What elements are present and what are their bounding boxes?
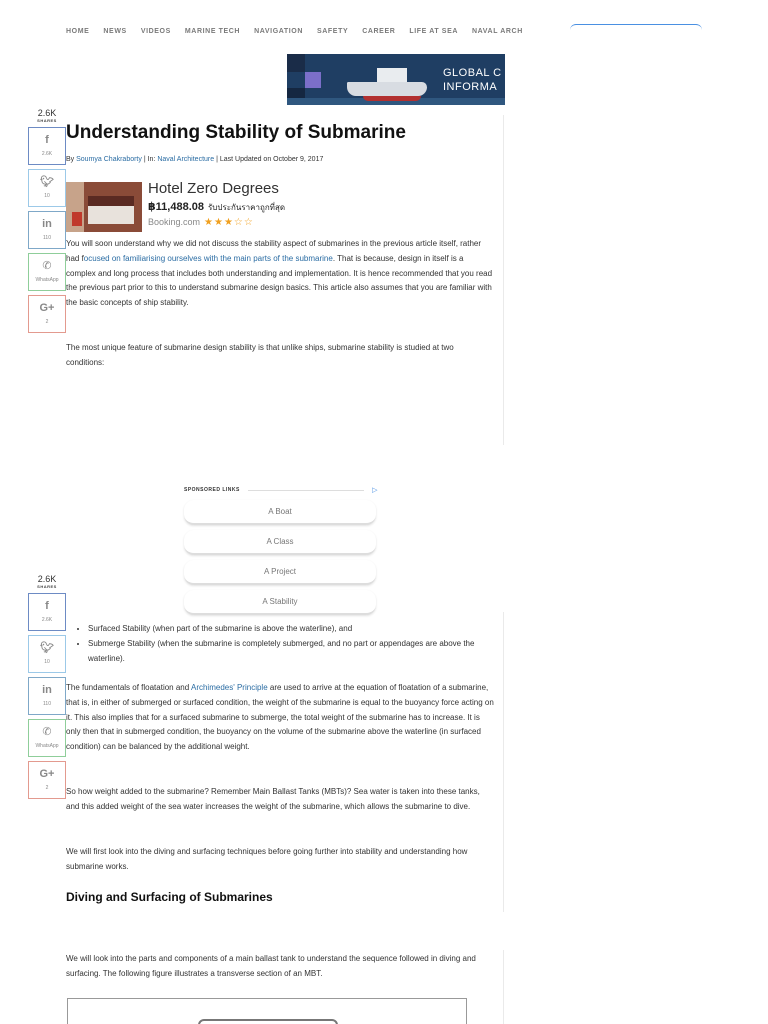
banner-ad[interactable] (287, 54, 505, 105)
googleplus-share-button[interactable] (28, 761, 66, 799)
share-bar (28, 574, 66, 803)
list-item: • Surfaced Stability (when part of the submarine is above the waterline), and (88, 622, 488, 637)
previous-article-link[interactable]: ocused on familiarising ourselves with the main parts of the submarine (83, 253, 333, 263)
nav-home[interactable]: HOME (66, 28, 90, 35)
page-title: Understanding Stability of Submarine (66, 122, 406, 143)
nav-news[interactable]: NEWS (103, 28, 127, 35)
linkedin-share-button[interactable] (28, 211, 66, 249)
sponsored-link-button[interactable]: A Project (184, 560, 376, 585)
twitter-icon: 🐦︎ (40, 176, 54, 188)
adchoices-icon[interactable]: ▷ (372, 487, 378, 494)
banner-text: INFORMA (443, 81, 498, 93)
nav-navigation[interactable]: NAVIGATION (254, 28, 303, 35)
share-label: SHARES (37, 584, 57, 589)
last-updated: | Last Updated on October 9, 2017 (214, 156, 324, 163)
search-box[interactable] (570, 24, 702, 30)
byline (66, 156, 323, 163)
facebook-count: 2.6K (41, 617, 53, 623)
ship-image (363, 96, 421, 101)
sponsored-link-button[interactable]: A Boat (184, 500, 376, 525)
linkedin-count: 110 (43, 235, 51, 241)
stability-conditions-list (88, 622, 488, 666)
linkedin-count: 110 (43, 701, 51, 707)
sponsored-header (184, 486, 378, 494)
paragraph-text: You will soon understand why we did not discuss the stability aspect of submarines in the previous article itself, rather had f (66, 239, 482, 263)
sponsored-link-button[interactable]: A Stability (184, 590, 376, 615)
facebook-share-button[interactable] (28, 127, 66, 165)
hotel-source-name: Booking.com (148, 217, 201, 227)
twitter-count: 10 (44, 193, 50, 199)
nav-safety[interactable]: SAFETY (317, 28, 349, 35)
twitter-count: 10 (44, 659, 50, 665)
banner-text: GLOBAL C (443, 67, 502, 79)
article-paragraph (66, 681, 494, 755)
twitter-share-button[interactable] (28, 635, 66, 673)
ship-image (347, 82, 427, 96)
whatsapp-label: WhatsApp (35, 277, 59, 283)
sponsored-label: SPONSORED LINKS (184, 487, 240, 493)
googleplus-icon: G+ (39, 768, 55, 780)
list-item: • Submerge Stability (when the submarine is completely submerged, and no part or appendages are above the waterline). (88, 637, 488, 667)
hotel-ad[interactable] (66, 180, 366, 232)
linkedin-icon: in (42, 684, 52, 696)
article-paragraph: We will look into the parts and components of a main ballast tank to understand the sequence followed in diving and surfacing. The following figure illustrates a transverse section of an MBT. (66, 954, 476, 978)
facebook-icon: f (45, 600, 49, 612)
googleplus-count: 2 (45, 785, 49, 791)
facebook-icon: f (45, 134, 49, 146)
facebook-share-button[interactable] (28, 593, 66, 631)
article-paragraph: The most unique feature of submarine design stability is that unlike ships, submarine stability is studied at two conditions: (66, 343, 454, 367)
hotel-price (148, 200, 285, 214)
whatsapp-icon: ✆ (42, 260, 52, 272)
top-nav (66, 28, 523, 35)
nav-naval-arch[interactable]: NAVAL ARCH (472, 28, 523, 35)
nav-videos[interactable]: VIDEOS (140, 28, 171, 35)
hotel-price-note: รับประกันราคาถูกที่สุด (207, 203, 286, 212)
hotel-image (66, 182, 142, 232)
googleplus-share-button[interactable] (28, 295, 66, 333)
paragraph-text: . That is because, design in itself is a complex and long process that includes both understanding and implementation. It is hence recommended that you read the previous part prior to this to understand submarine design basics. This article also assumes that you are familiar with the basic concepts of ship stability. (66, 253, 493, 308)
divider (503, 115, 504, 445)
whatsapp-icon: ✆ (42, 726, 52, 738)
divider (503, 612, 504, 912)
paragraph-text: are used to arrive at the equation of floatation of a submarine, that is, in either of submerged or surfaced condition, the weight of the submarine is equal to the buoyancy force acting on it. This also implies that for a surfaced submarine to submerge, the total weight of the submarine has to increase. It is only then that in submerged condition, the buoyancy on the volume of the submarine above the waterline (in surfaced condition) can be balanced by the additional weight. (66, 683, 494, 752)
paragraph-text: The fundamentals of floatation and (66, 683, 191, 692)
share-bar (28, 108, 66, 337)
banner-block (287, 54, 305, 72)
hotel-price-value: ฿11,488.08 (148, 201, 204, 213)
sponsored-link-button[interactable]: A Class (184, 530, 376, 555)
share-count: 2.6K (37, 108, 57, 118)
linkedin-icon: in (42, 218, 52, 230)
facebook-count: 2.6K (41, 151, 53, 157)
hotel-source (148, 217, 254, 228)
hotel-name: Hotel Zero Degrees (148, 180, 279, 197)
whatsapp-share-button[interactable] (28, 253, 66, 291)
nav-marine-tech[interactable]: MARINE TECH (184, 28, 241, 35)
section-heading: Diving and Surfacing of Submarines (66, 890, 273, 904)
googleplus-icon: G+ (39, 302, 55, 314)
whatsapp-label: WhatsApp (35, 743, 59, 749)
twitter-share-button[interactable] (28, 169, 66, 207)
whatsapp-share-button[interactable] (28, 719, 66, 757)
byline-in: | In: (141, 156, 158, 163)
linkedin-share-button[interactable] (28, 677, 66, 715)
banner-block (305, 72, 321, 88)
nav-life-at-sea[interactable]: LIFE AT SEA (409, 28, 458, 35)
share-count: 2.6K (37, 574, 57, 584)
category-link[interactable]: Naval Architecture (157, 156, 215, 163)
mbt-figure (67, 998, 467, 1024)
share-label: SHARES (37, 118, 57, 123)
article-paragraph: So how weight added to the submarine? Remember Main Ballast Tanks (MBTs)? Sea water is taken into these tanks, and this added weight of the sea water increases the weight of the submarine, which allows the submarine to dive. (66, 787, 480, 811)
byline-prefix: By (66, 156, 77, 163)
article-paragraph (66, 237, 494, 311)
author-link[interactable]: Soumya Chakraborty (76, 156, 142, 163)
star-rating-icon: ★★★☆☆ (204, 217, 254, 228)
archimedes-link[interactable]: Archimedes' Principle (190, 683, 268, 692)
twitter-icon: 🐦︎ (40, 642, 54, 654)
article-paragraph: We will first look into the diving and surfacing techniques before going further into stability and understanding how submarine works. (66, 847, 468, 871)
figure-drawing (198, 1019, 338, 1024)
divider (503, 950, 504, 1024)
sponsored-links (184, 486, 378, 620)
nav-career[interactable]: CAREER (362, 28, 396, 35)
googleplus-count: 2 (45, 319, 49, 325)
